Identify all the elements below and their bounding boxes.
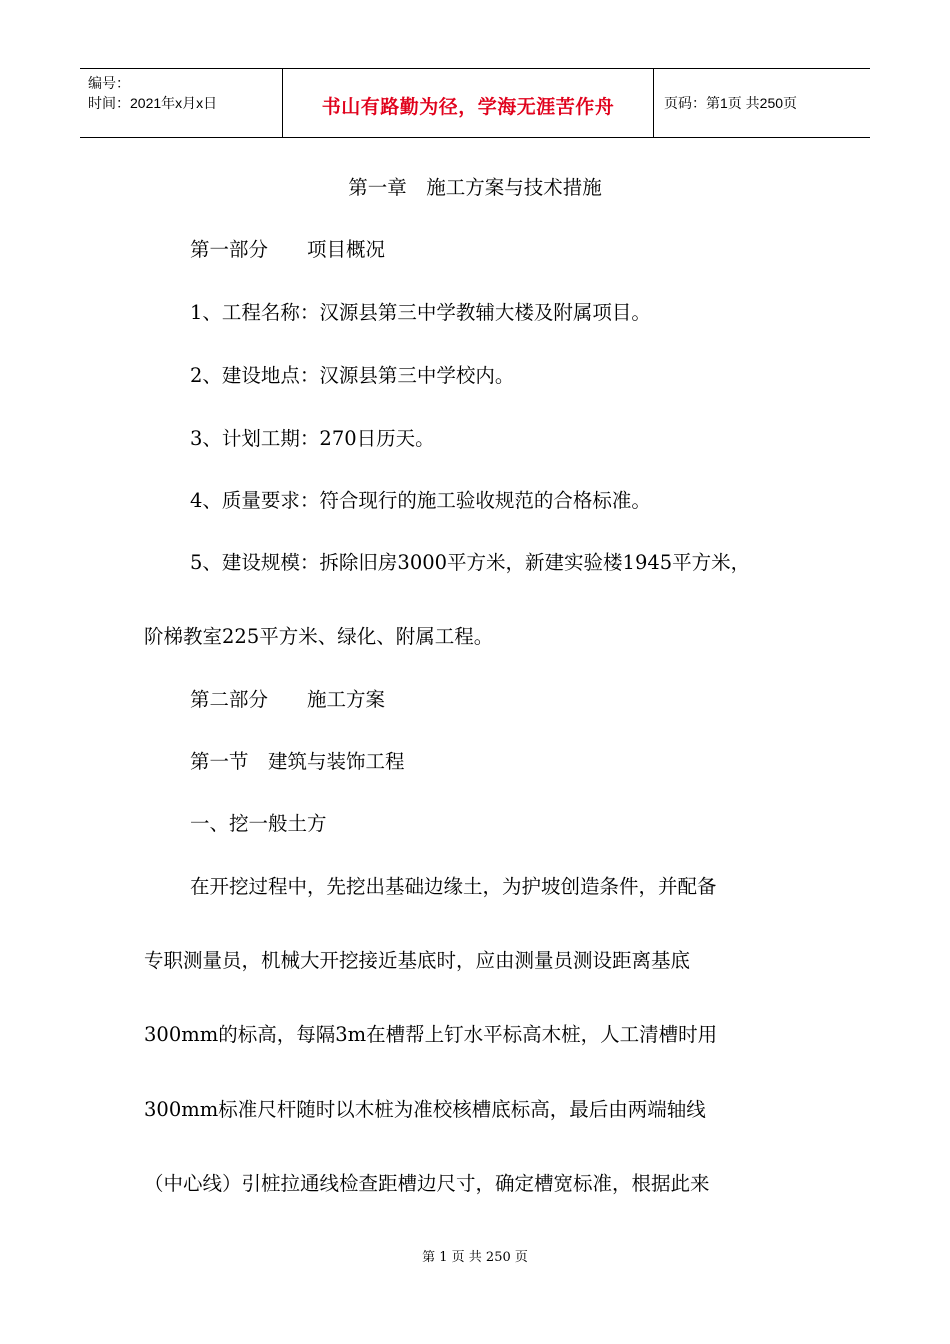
- header-motto: 书山有路勤为径，学海无涯苦作舟: [321, 95, 615, 118]
- paragraph-line: 在开挖过程中，先挖出基础边缘土，为护坡创造条件，并配备: [190, 875, 717, 898]
- paragraph-line: （中心线）引桩拉通线检查距槽边尺寸，确定槽宽标准，根据此来: [144, 1172, 710, 1195]
- item-duration: 3、计划工期：270日历天。: [190, 427, 435, 450]
- chapter-title: 第一章 施工方案与技术措施: [348, 176, 602, 199]
- paragraph-line: 300mm的标高，每隔3m在槽帮上钉水平标高木桩，人工清槽时用: [144, 1023, 718, 1046]
- document-number-label: 编号：: [88, 75, 130, 91]
- paragraph-line: 专职测量员，机械大开挖接近基底时，应由测量员测设距离基底: [144, 949, 691, 972]
- header-table: [80, 68, 870, 138]
- part2-heading: 第二部分 施工方案: [190, 688, 386, 711]
- header-page-info: 页码：第1页 共250页: [664, 95, 798, 111]
- item-project-name: 1、工程名称：汉源县第三中学教辅大楼及附属项目。: [190, 301, 651, 324]
- item-location: 2、建设地点：汉源县第三中学校内。: [190, 364, 515, 387]
- header-motto-cell: [282, 69, 654, 137]
- section1-heading: 第一节 建筑与装饰工程: [190, 750, 405, 773]
- part1-heading: 第一部分 项目概况: [190, 238, 386, 261]
- item-scale: 5、建设规模：拆除旧房3000平方米，新建实验楼1945平方米，: [190, 551, 751, 574]
- header-left-cell: [80, 69, 282, 137]
- item-scale-continued: 阶梯教室225平方米、绿化、附属工程。: [144, 625, 494, 648]
- document-date-label: 时间：2021年x月x日: [88, 95, 218, 111]
- header-page-info-cell: [654, 69, 870, 137]
- paragraph-line: 300mm标准尺杆随时以木桩为准校核槽底标高，最后由两端轴线: [144, 1098, 706, 1121]
- subsection1-heading: 一、挖一般土方: [190, 812, 327, 835]
- item-quality: 4、质量要求：符合现行的施工验收规范的合格标准。: [190, 489, 651, 512]
- page-footer: 第 1 页 共 250 页: [422, 1250, 528, 1265]
